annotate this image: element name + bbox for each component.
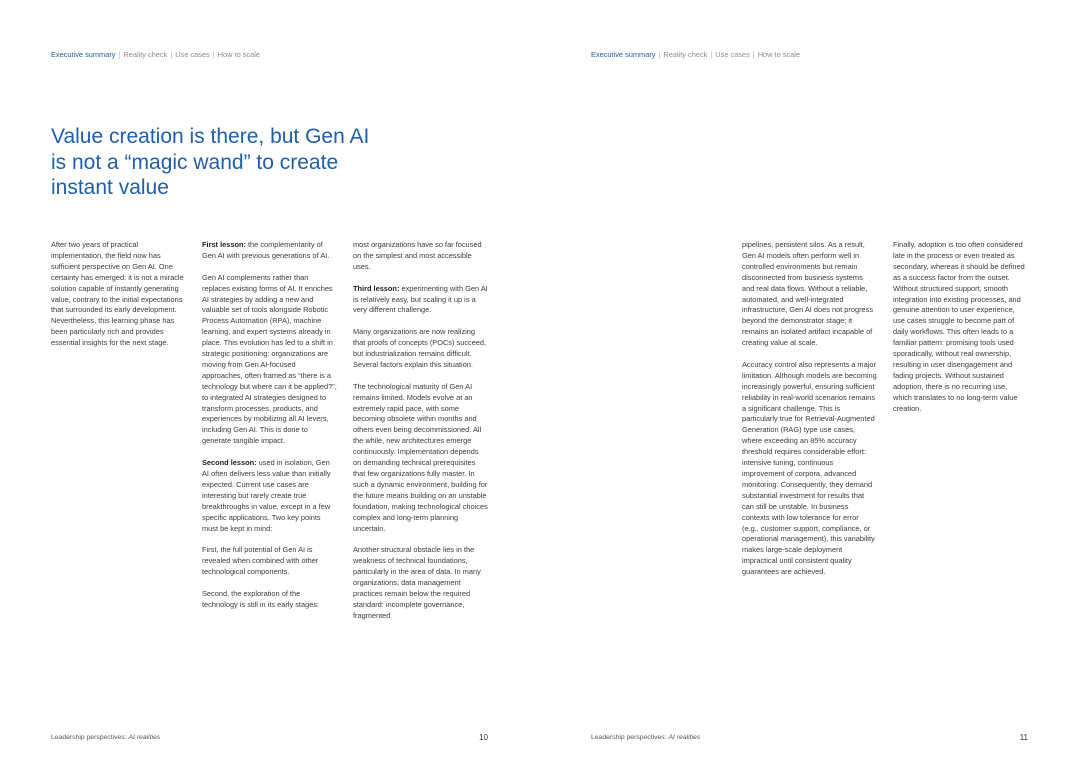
lesson-1-text: the complementarity of Gen AI with previous generations of AI.: [202, 240, 330, 260]
footer-italic: AI realities: [128, 734, 161, 741]
body-paragraph: pipelines, persistent silos. As a result, Gen AI models often perform well in controlled environments but remain disconnected from business systems and real data flows. Without a reliable, automated, and well-integrated infrastructure, Gen AI does not progress beyond the demonstrator stage; it remains an isolated artifact incapable of creating value at scale.: [742, 240, 874, 348]
body-paragraph: Second, the exploration of the technology is still in its early stages:: [202, 588, 320, 609]
body-paragraph: Accuracy control also represents a major limitation. Although models are becoming increasingly powerful, ensuring sufficient reliability in real-world scenarios remains a significant challenge. This is particularly true for Retrieval-Augmented Generation (RAG) type use cases, where exceeding an 85% accuracy threshold requires considerable effort: intensive tuning, continuous improvement of corpora, advanced monitoring. Consequently, they demand substantial investment for results that can still be unstable. In business contexts with low tolerance for error (e.g., customer support, compliance, or operational management), this variability makes large-scale deployment impractical until consistent quality guarantees are achieved.: [742, 359, 877, 577]
breadcrumb-executive-summary[interactable]: Executive summary: [51, 50, 116, 59]
breadcrumb-reality-check[interactable]: Reality check: [123, 50, 168, 59]
text-column-1: [51, 240, 186, 360]
body-paragraph: Gen AI complements rather than replaces existing forms of AI. It enriches AI strategies by adding a new and valuable set of tools alongside Robotic Process Automation (RPA), machine learning, and expert systems already in place. This evolution has led to a shift in strategic positioning: organizations are moving from Gen AI-focused approaches, often framed as “there is a technology but where can it be applied?”, to integrated AI strategies designed to transform processes, products, and experiences by mobilizing all AI levers, including Gen AI. This is done to generate tangible impact.: [202, 272, 337, 446]
footer-publication: [591, 734, 700, 741]
text-column-3: [353, 240, 488, 633]
breadcrumb-separator: |: [170, 50, 173, 59]
footer-label: Leadership perspectives:: [591, 734, 669, 741]
breadcrumb-separator: |: [658, 50, 661, 59]
lesson-2-heading: Second lesson:: [202, 458, 257, 468]
breadcrumb-use-cases[interactable]: Use cases: [715, 50, 750, 59]
breadcrumb-separator: |: [752, 50, 755, 59]
breadcrumb: [591, 50, 800, 59]
breadcrumb-how-to-scale[interactable]: How to scale: [217, 50, 261, 59]
page-number: 11: [1019, 733, 1028, 742]
footer-publication: [51, 734, 160, 741]
breadcrumb-separator: |: [212, 50, 215, 59]
body-paragraph: most organizations have so far focused on the simplest and most accessible uses.: [353, 240, 482, 271]
page-number: 10: [479, 733, 488, 742]
body-paragraph: First, the full potential of Gen AI is revealed when combined with other technological components.: [202, 545, 319, 577]
breadcrumb-use-cases[interactable]: Use cases: [175, 50, 210, 59]
lesson-2-text: used in isolation, Gen AI often delivers less value than initially expected. Current use cases are interesting but rarely create true breakthroughs in value, except in a few specific applications. Two key points must be kept in mind:: [202, 458, 331, 533]
text-column-4: [742, 240, 877, 589]
lesson-3-heading: Third lesson:: [353, 283, 400, 293]
lesson-3-paragraph: [353, 284, 488, 317]
page-title: Value creation is there, but Gen AI is not a “magic wand” to create instant value: [51, 125, 370, 199]
text-column-2: [202, 240, 337, 622]
breadcrumb-executive-summary[interactable]: Executive summary: [591, 50, 656, 59]
breadcrumb-reality-check[interactable]: Reality check: [663, 50, 708, 59]
page-right: [540, 0, 1080, 764]
lesson-1-heading: First lesson:: [202, 240, 246, 249]
footer-label: Leadership perspectives:: [51, 734, 129, 741]
body-paragraph: Finally, adoption is too often considered late in the process or even treated as secondary, whereas it should be defined as a success factor from the outset. Without structured support, smooth integration into existing processes, and genuine attention to user experience, use cases struggle to become part of daily workflows. This often leads to a familiar pattern: promising tools used sporadically, without real ownership, resulting in user disengagement and fading projects. Without sustained adoption, there is no recurring use, which translates to no long-term value creation.: [893, 240, 1025, 413]
intro-paragraph: After two years of practical implementation, the field now has sufficient perspective on Gen AI. One certainty has emerged: it is not a miracle solution capable of instantly generating value, contrary to the initial expectations that surrounded its early development. Nevertheless, this learning phase has been particularly rich and provides essential insights for the next stage.: [51, 240, 184, 348]
body-paragraph: Many organizations are now realizing that proofs of concepts (POCs) succeed, but industrialization remains difficult. Several factors explain this situation.: [353, 327, 487, 369]
footer-italic: AI realities: [668, 734, 701, 741]
breadcrumb-separator: |: [710, 50, 713, 59]
lesson-2-paragraph: [202, 458, 337, 534]
breadcrumb-how-to-scale[interactable]: How to scale: [757, 50, 801, 59]
lesson-1-paragraph: [202, 240, 337, 262]
lesson-3-text: experimenting with Gen AI is relatively easy, but scaling it up is a very different challenge.: [353, 283, 488, 315]
breadcrumb-separator: |: [118, 50, 121, 59]
breadcrumb: [51, 50, 260, 59]
body-paragraph: The technological maturity of Gen AI remains limited. Models evolve at an extremely rapid pace, with some becoming obsolete within months and others even being decommissioned. All the while, new architectures emerge continuously. Implementation depends on demanding technical prerequisites that few organizations fully master. In such a dynamic environment, building for the future means building on an unstable foundation, making technological choices complex and long-term planning uncertain.: [353, 381, 488, 533]
text-column-5: [893, 240, 1028, 425]
body-paragraph: Another structural obstacle lies in the weakness of technical foundations, particularly in the area of data. In many organizations, data management practices remain below the required standard: incomplete governance, fragmented: [353, 545, 481, 620]
